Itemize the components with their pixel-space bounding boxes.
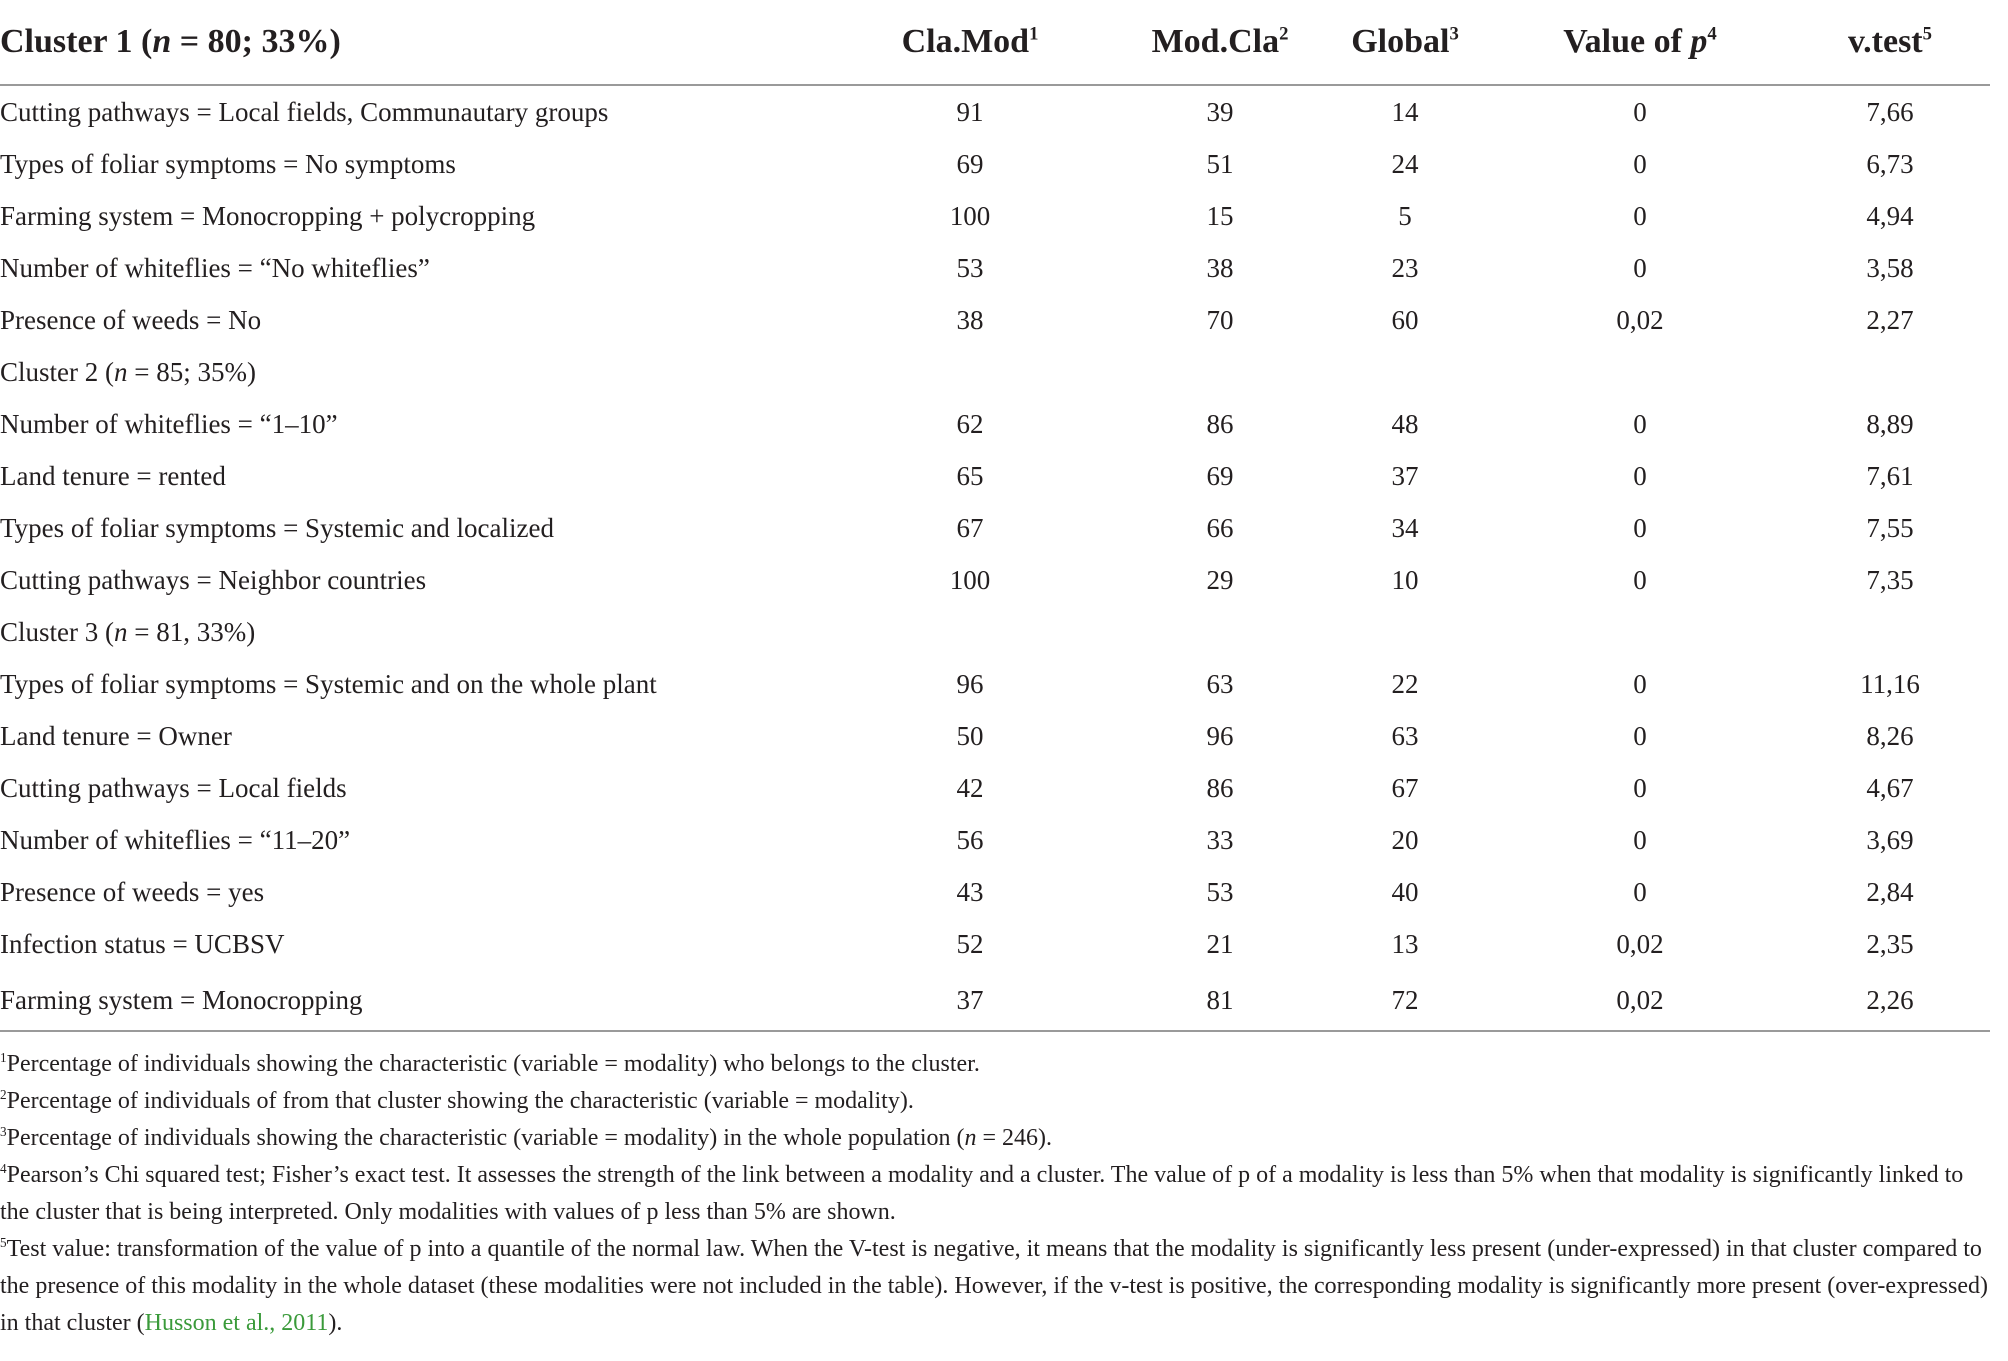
- cla-mod-cell: 100: [949, 200, 991, 231]
- p-value-cell: 0,02: [1616, 928, 1664, 959]
- global-cell: 22: [1391, 668, 1419, 699]
- footnote-3: [0, 1120, 1990, 1157]
- cla-mod-cell: 65: [956, 460, 984, 491]
- v-test-cell: 7,66: [1866, 96, 1914, 127]
- footnote-marker: 1: [0, 1050, 7, 1065]
- header-cla-mod: [820, 0, 1120, 85]
- mod-cla-cell: 53: [1206, 876, 1234, 907]
- v-test-cell: 6,73: [1866, 148, 1914, 179]
- header-label: Global: [1351, 23, 1450, 60]
- table-row: [0, 918, 1990, 970]
- cluster-heading-row: [0, 346, 1990, 398]
- empty-cell: [1320, 606, 1490, 658]
- cla-mod-cell: 100: [949, 564, 991, 595]
- cla-mod-cell: 56: [956, 824, 984, 855]
- row-label: Types of foliar symptoms = Systemic and on the whole plant: [0, 668, 657, 699]
- footnote-text: Pearson’s Chi squared test; Fisher’s exact test. It assesses the strength of the link between a modality and a cluster. The value of p of a modality is less than 5% when that modality is significantly linked to the cluster that is being interpreted. Only modalities with values of p less than 5% are shown.: [0, 1162, 1964, 1225]
- row-label: Presence of weeds = yes: [0, 876, 265, 907]
- table-row: [0, 710, 1990, 762]
- cluster-heading-prefix: Cluster 2 (: [0, 356, 114, 387]
- mod-cla-cell: 51: [1206, 148, 1234, 179]
- global-cell: 48: [1391, 408, 1419, 439]
- v-test-cell: 7,35: [1866, 564, 1914, 595]
- cla-mod-cell: 91: [956, 96, 984, 127]
- row-label: Types of foliar symptoms = No symptoms: [0, 148, 456, 179]
- cluster-heading-suffix: = 81, 33%): [127, 616, 256, 647]
- v-test-cell: 4,94: [1866, 200, 1914, 231]
- table-row: [0, 85, 1990, 138]
- header-cluster-n: n: [152, 23, 172, 60]
- header-label: Mod.Cla: [1151, 23, 1280, 60]
- row-label: Cutting pathways = Neighbor countries: [0, 564, 427, 595]
- header-sup: 4: [1707, 23, 1717, 45]
- cla-mod-cell: 52: [956, 928, 984, 959]
- p-value-cell: 0: [1633, 252, 1647, 283]
- row-label: Number of whiteflies = “11–20”: [0, 824, 351, 855]
- mod-cla-cell: 96: [1206, 720, 1234, 751]
- row-label: Land tenure = rented: [0, 460, 226, 491]
- footnote-text: Percentage of individuals of from that cluster showing the characteristic (variable = modality).: [6, 1088, 914, 1114]
- global-cell: 10: [1391, 564, 1419, 595]
- header-cluster-prefix: Cluster 1 (: [0, 23, 153, 60]
- footnote-text: Percentage of individuals showing the characteristic (variable = modality) who belongs to the cluster.: [6, 1051, 980, 1077]
- table-row: [0, 450, 1990, 502]
- table-row: [0, 866, 1990, 918]
- v-test-cell: 11,16: [1860, 668, 1920, 699]
- p-value-cell: 0,02: [1616, 304, 1664, 335]
- mod-cla-cell: 86: [1206, 408, 1234, 439]
- p-value-cell: 0: [1633, 772, 1647, 803]
- mod-cla-cell: 33: [1206, 824, 1234, 855]
- global-cell: 23: [1391, 252, 1419, 283]
- header-mod-cla: [1120, 0, 1320, 85]
- table-row: [0, 398, 1990, 450]
- empty-cell: [1120, 606, 1320, 658]
- mod-cla-cell: 38: [1206, 252, 1234, 283]
- footnote-marker: 3: [0, 1124, 7, 1139]
- table-row: [0, 970, 1990, 1030]
- p-value-cell: 0: [1633, 200, 1647, 231]
- global-cell: 40: [1391, 876, 1419, 907]
- cla-mod-cell: 50: [956, 720, 984, 751]
- cluster-heading-prefix: Cluster 3 (: [0, 616, 114, 647]
- header-sup: 1: [1029, 23, 1039, 45]
- row-label: Land tenure = Owner: [0, 720, 232, 751]
- table-row: [0, 502, 1990, 554]
- global-cell: 5: [1398, 200, 1412, 231]
- mod-cla-cell: 69: [1206, 460, 1234, 491]
- row-label: Farming system = Monocropping: [0, 984, 363, 1015]
- footnote-text-end: ).: [328, 1310, 343, 1336]
- global-cell: 37: [1391, 460, 1419, 491]
- global-cell: 20: [1391, 824, 1419, 855]
- footnote-marker: 4: [0, 1161, 7, 1176]
- v-test-cell: 7,61: [1866, 460, 1914, 491]
- empty-cell: [1490, 606, 1790, 658]
- row-label: Types of foliar symptoms = Systemic and localized: [0, 512, 554, 543]
- cluster-heading: [0, 346, 820, 398]
- mod-cla-cell: 15: [1206, 200, 1234, 231]
- global-cell: 63: [1391, 720, 1419, 751]
- header-value-of-p: [1490, 0, 1790, 85]
- v-test-cell: 8,26: [1866, 720, 1914, 751]
- mod-cla-cell: 63: [1206, 668, 1234, 699]
- header-label: Cla.Mod: [901, 23, 1030, 60]
- header-sup: 5: [1922, 23, 1932, 45]
- empty-cell: [1320, 346, 1490, 398]
- cluster-heading-suffix: = 85; 35%): [127, 356, 256, 387]
- cluster-heading: [0, 606, 820, 658]
- p-value-cell: 0,02: [1616, 984, 1664, 1015]
- v-test-cell: 8,89: [1866, 408, 1914, 439]
- header-global: [1320, 0, 1490, 85]
- header-cluster-1: [0, 0, 820, 85]
- table-row: [0, 294, 1990, 346]
- row-label: Presence of weeds = No: [0, 304, 262, 335]
- header-label: Value of: [1563, 23, 1691, 60]
- global-cell: 14: [1391, 96, 1419, 127]
- table-header-row: [0, 0, 1990, 85]
- table-body: [0, 85, 1990, 1030]
- cluster-heading-n: n: [114, 356, 128, 387]
- mod-cla-cell: 81: [1206, 984, 1234, 1015]
- header-italic-p: p: [1690, 23, 1708, 60]
- p-value-cell: 0: [1633, 512, 1647, 543]
- footnote-marker: 2: [0, 1087, 7, 1102]
- table-row: [0, 242, 1990, 294]
- row-label: Number of whiteflies = “1–10”: [0, 408, 338, 439]
- footnote-2: [0, 1083, 1990, 1120]
- p-value-cell: 0: [1633, 96, 1647, 127]
- table-row: [0, 190, 1990, 242]
- cla-mod-cell: 96: [956, 668, 984, 699]
- mod-cla-cell: 70: [1206, 304, 1234, 335]
- row-label: Farming system = Monocropping + polycropping: [0, 200, 536, 231]
- footnote-text: Test value: transformation of the value of p into a quantile of the normal law. When the V-test is negative, it means that the modality is significantly less present (under-expressed) in that cluster compared to the presence of this modality in the whole dataset (these modalities were not included in the table). However, if the v-test is positive, the corresponding modality is significantly more present (over-expressed) in that cluster (: [0, 1236, 1988, 1336]
- row-label: Cutting pathways = Local fields, Communautary groups: [0, 96, 609, 127]
- v-test-cell: 2,26: [1866, 984, 1914, 1015]
- footnote-text: Percentage of individuals showing the characteristic (variable = modality) in the whole population (: [6, 1125, 965, 1151]
- cla-mod-cell: 53: [956, 252, 984, 283]
- cla-mod-cell: 38: [956, 304, 984, 335]
- footnote-5: [0, 1231, 1990, 1342]
- empty-cell: [1120, 346, 1320, 398]
- row-label: Number of whiteflies = “No whiteflies”: [0, 252, 430, 283]
- p-value-cell: 0: [1633, 824, 1647, 855]
- v-test-cell: 4,67: [1866, 772, 1914, 803]
- global-cell: 34: [1391, 512, 1419, 543]
- mod-cla-cell: 39: [1206, 96, 1234, 127]
- footnote-4: [0, 1157, 1990, 1231]
- p-value-cell: 0: [1633, 564, 1647, 595]
- empty-cell: [820, 346, 1120, 398]
- footnote-1: [0, 1046, 1990, 1083]
- cla-mod-cell: 43: [956, 876, 984, 907]
- footnote-text-end: = 246).: [976, 1125, 1053, 1151]
- cla-mod-cell: 69: [956, 148, 984, 179]
- cla-mod-cell: 37: [956, 984, 984, 1015]
- p-value-cell: 0: [1633, 148, 1647, 179]
- p-value-cell: 0: [1633, 460, 1647, 491]
- mod-cla-cell: 86: [1206, 772, 1234, 803]
- cla-mod-cell: 62: [956, 408, 984, 439]
- header-cluster-suffix: = 80; 33%): [171, 23, 341, 60]
- table-row: [0, 138, 1990, 190]
- citation-link[interactable]: Husson et al., 2011: [144, 1310, 329, 1336]
- footnote-italic: n: [964, 1125, 977, 1151]
- p-value-cell: 0: [1633, 408, 1647, 439]
- cluster-heading-row: [0, 606, 1990, 658]
- footnotes: [0, 1032, 1990, 1342]
- v-test-cell: 2,35: [1866, 928, 1914, 959]
- v-test-cell: 2,84: [1866, 876, 1914, 907]
- mod-cla-cell: 66: [1206, 512, 1234, 543]
- empty-cell: [1790, 346, 1990, 398]
- empty-cell: [820, 606, 1120, 658]
- p-value-cell: 0: [1633, 668, 1647, 699]
- p-value-cell: 0: [1633, 720, 1647, 751]
- header-sup: 3: [1449, 23, 1459, 45]
- table-row: [0, 814, 1990, 866]
- cla-mod-cell: 42: [956, 772, 984, 803]
- mod-cla-cell: 21: [1206, 928, 1234, 959]
- table-row: [0, 658, 1990, 710]
- global-cell: 60: [1391, 304, 1419, 335]
- global-cell: 24: [1391, 148, 1419, 179]
- table-row: [0, 762, 1990, 814]
- empty-cell: [1790, 606, 1990, 658]
- mod-cla-cell: 29: [1206, 564, 1234, 595]
- row-label: Cutting pathways = Local fields: [0, 772, 347, 803]
- footnote-marker: 5: [0, 1235, 7, 1250]
- empty-cell: [1490, 346, 1790, 398]
- global-cell: 72: [1391, 984, 1419, 1015]
- v-test-cell: 2,27: [1866, 304, 1914, 335]
- row-label: Infection status = UCBSV: [0, 928, 285, 959]
- global-cell: 13: [1391, 928, 1419, 959]
- p-value-cell: 0: [1633, 876, 1647, 907]
- cla-mod-cell: 67: [956, 512, 984, 543]
- global-cell: 67: [1391, 772, 1419, 803]
- v-test-cell: 3,69: [1866, 824, 1914, 855]
- v-test-cell: 3,58: [1866, 252, 1914, 283]
- table-row: [0, 554, 1990, 606]
- header-v-test: [1790, 0, 1990, 85]
- header-sup: 2: [1279, 23, 1289, 45]
- v-test-cell: 7,55: [1866, 512, 1914, 543]
- header-label: v.test: [1848, 23, 1923, 60]
- cluster-heading-n: n: [114, 616, 128, 647]
